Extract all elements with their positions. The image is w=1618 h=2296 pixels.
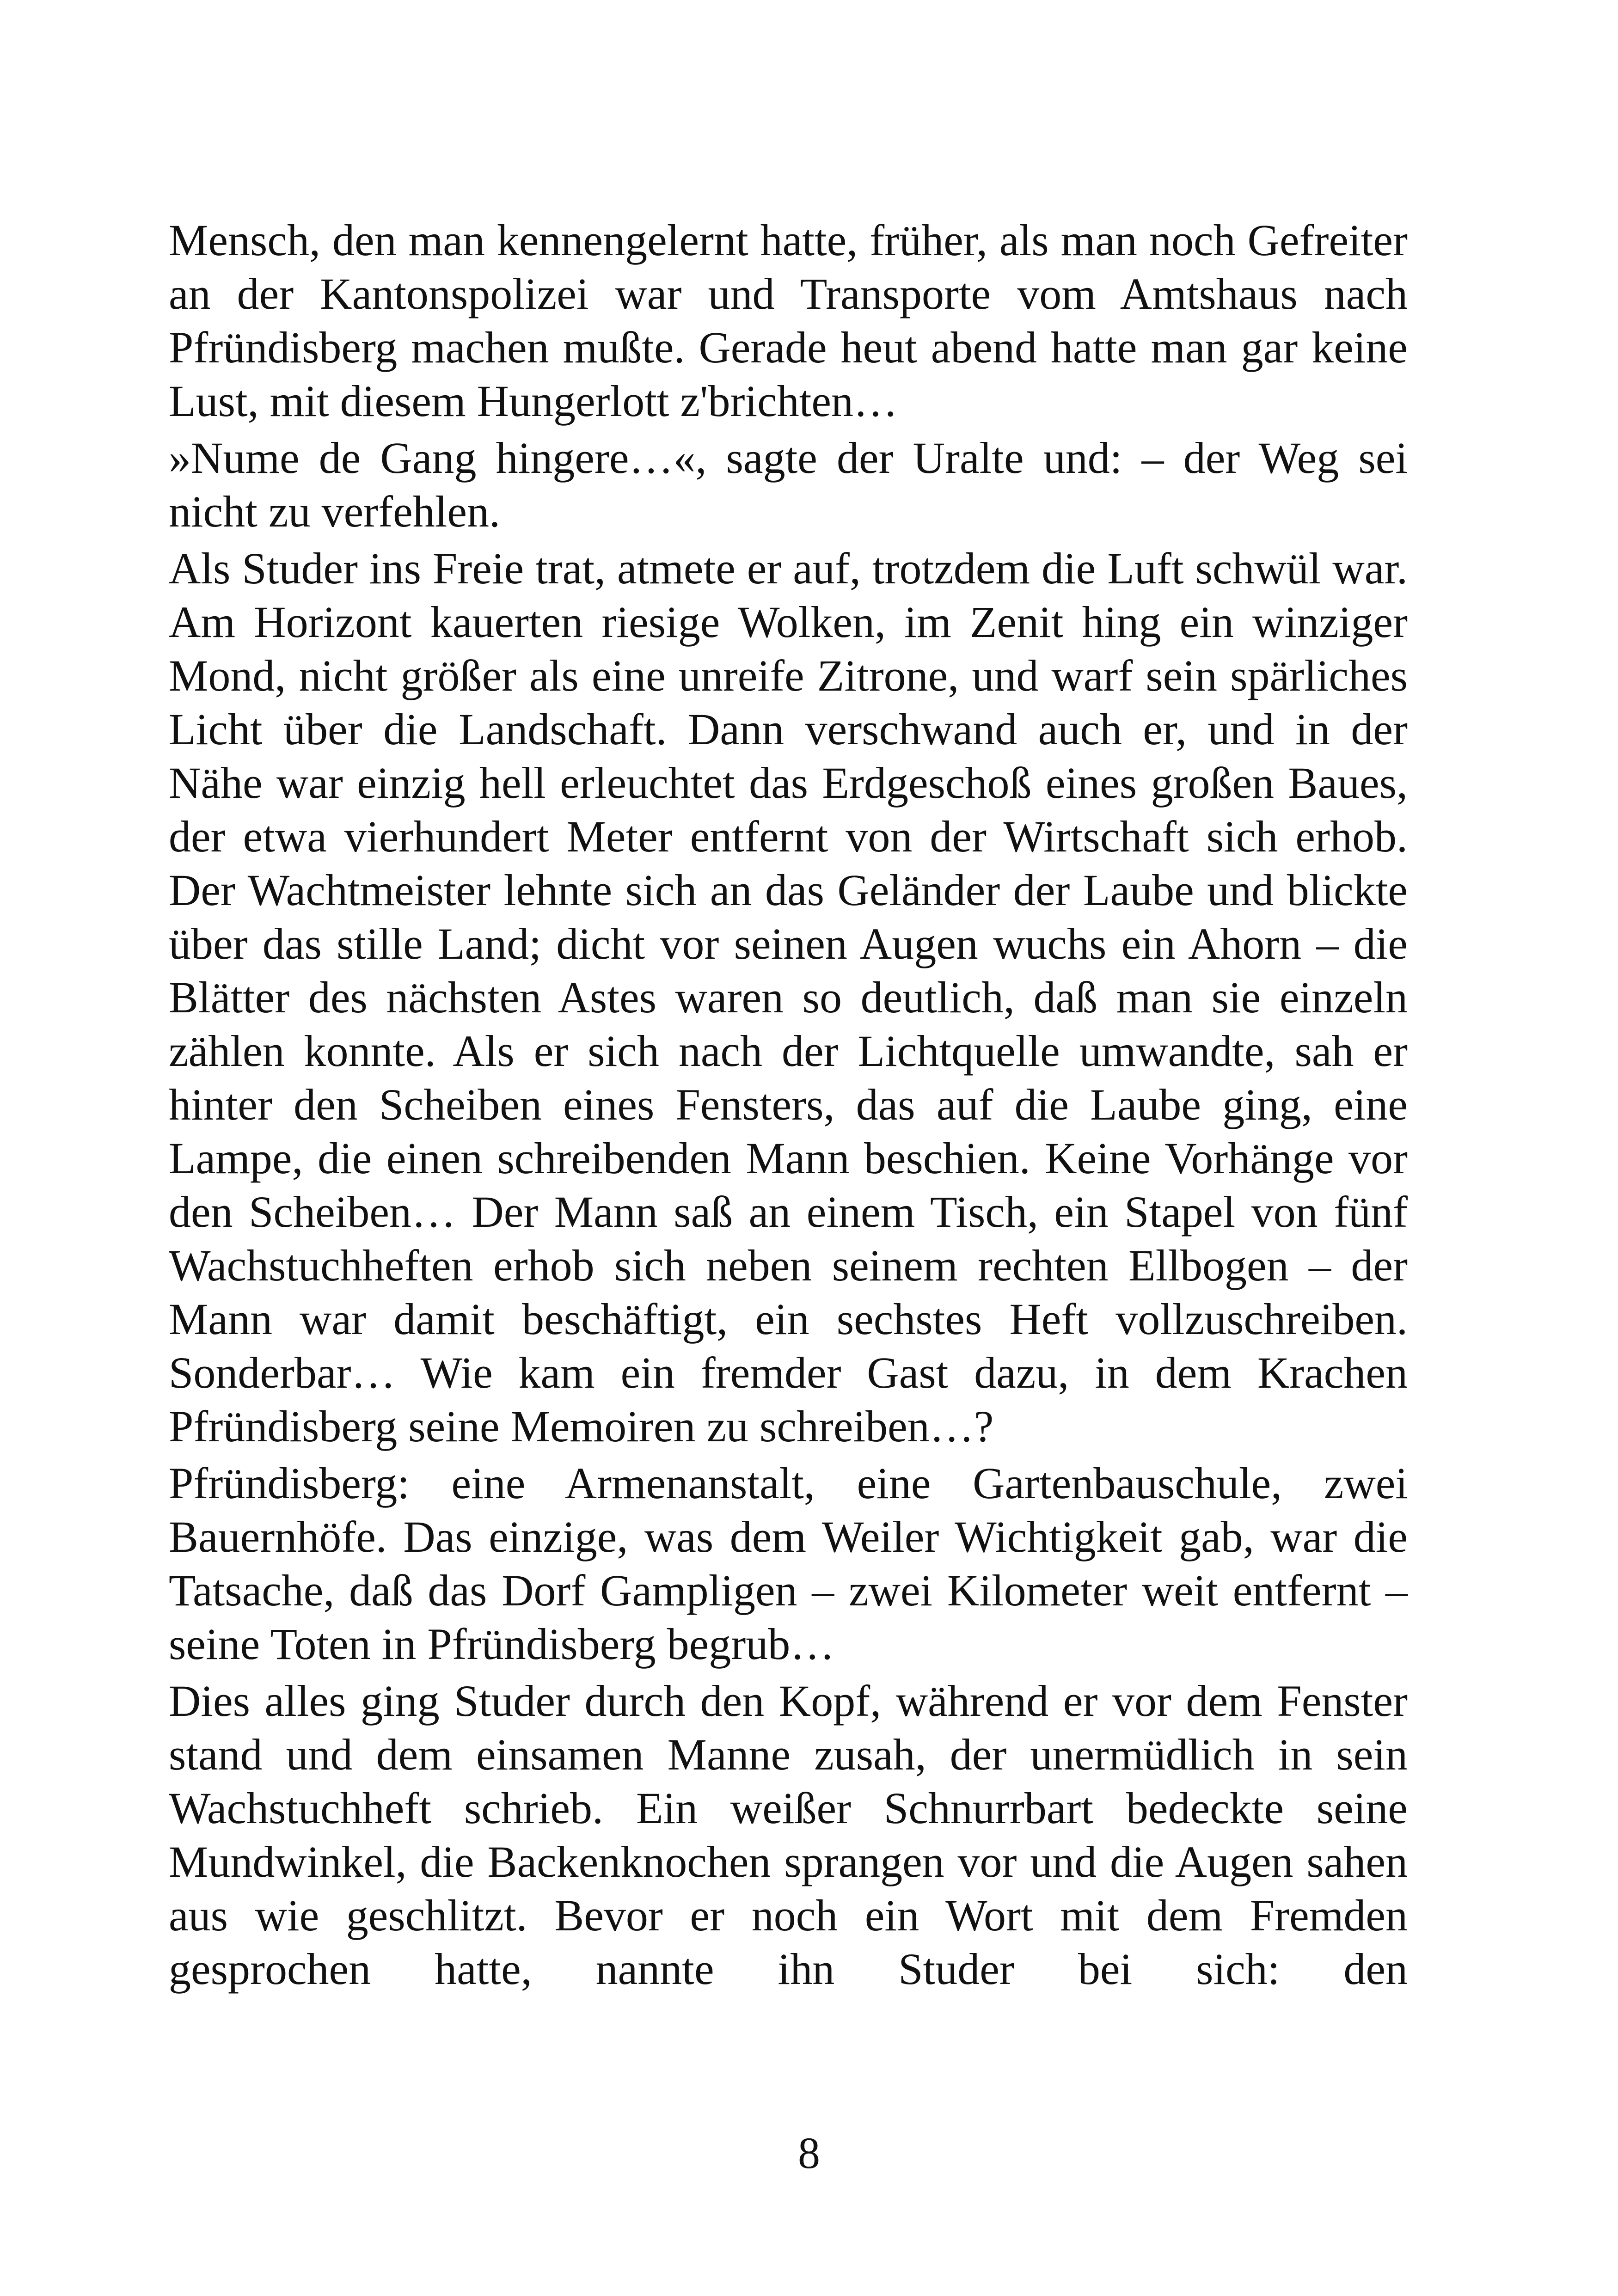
page-number: 8 xyxy=(798,2128,820,2178)
paragraph-5: Dies alles ging Studer durch den Kopf, während er vor dem Fenster stand und dem einsamen Manne zusah, der unermüdlich in sein Wachstuchheft schrieb. Ein weißer Schnurrbart bedeckte seine Mundwinkel, die Backenknochen sprangen vor und die Augen sahen aus wie geschlitzt. Bevor er noch ein Wort mit dem Fremden gesprochen hatte, nannte ihn Studer bei sich: den xyxy=(169,1676,1408,1994)
paragraph-1: Mensch, den man kennengelernt hatte, früher, als man noch Gefreiter an der Kantonspolizei war und Transporte vom Amtshaus nach Pfründisberg machen mußte. Gerade heut abend hatte man gar keine Lust, mit diesem Hungerlott z'brichten… xyxy=(169,215,1408,426)
paragraph-4: Pfründisberg: eine Armenanstalt, eine Gartenbauschule, zwei Bauernhöfe. Das einzige, was dem Weiler Wichtigkeit gab, war die Tatsache, daß das Dorf Gampligen – zwei Kilometer weit entfernt – seine Toten in Pfründisberg begrub… xyxy=(169,1458,1408,1669)
body-text xyxy=(169,214,1408,1999)
paragraph-3: Als Studer ins Freie trat, atmete er auf, trotzdem die Luft schwül war. Am Horizont kauerten riesige Wolken, im Zenit hing ein winziger Mond, nicht größer als eine unreife Zitrone, und warf sein spärliches Licht über die Landschaft. Dann verschwand auch er, und in der Nähe war einzig hell erleuchtet das Erdgeschoß eines großen Baues, der etwa vierhundert Meter entfernt von der Wirtschaft sich erhob. Der Wachtmeister lehnte sich an das Geländer der Laube und blickte über das stille Land; dicht vor seinen Augen wuchs ein Ahorn – die Blätter des nächsten Astes waren so deutlich, daß man sie einzeln zählen konnte. Als er sich nach der Lichtquelle umwandte, sah er hinter den Scheiben eines Fensters, das auf die Laube ging, eine Lampe, die einen schreibenden Mann beschien. Keine Vorhänge vor den Scheiben… Der Mann saß an einem Tisch, ein Stapel von fünf Wachstuchheften erhob sich neben seinem rechten Ellbogen – der Mann war damit beschäftigt, ein sechstes Heft vollzuschreiben. Sonderbar… Wie kam ein fremder Gast dazu, in dem Krachen Pfründisberg seine Memoiren zu schreiben…? xyxy=(169,544,1408,1451)
paragraph-2: »Nume de Gang hingere…«, sagte der Uralte und: – der Weg sei nicht zu verfehlen. xyxy=(169,433,1408,536)
